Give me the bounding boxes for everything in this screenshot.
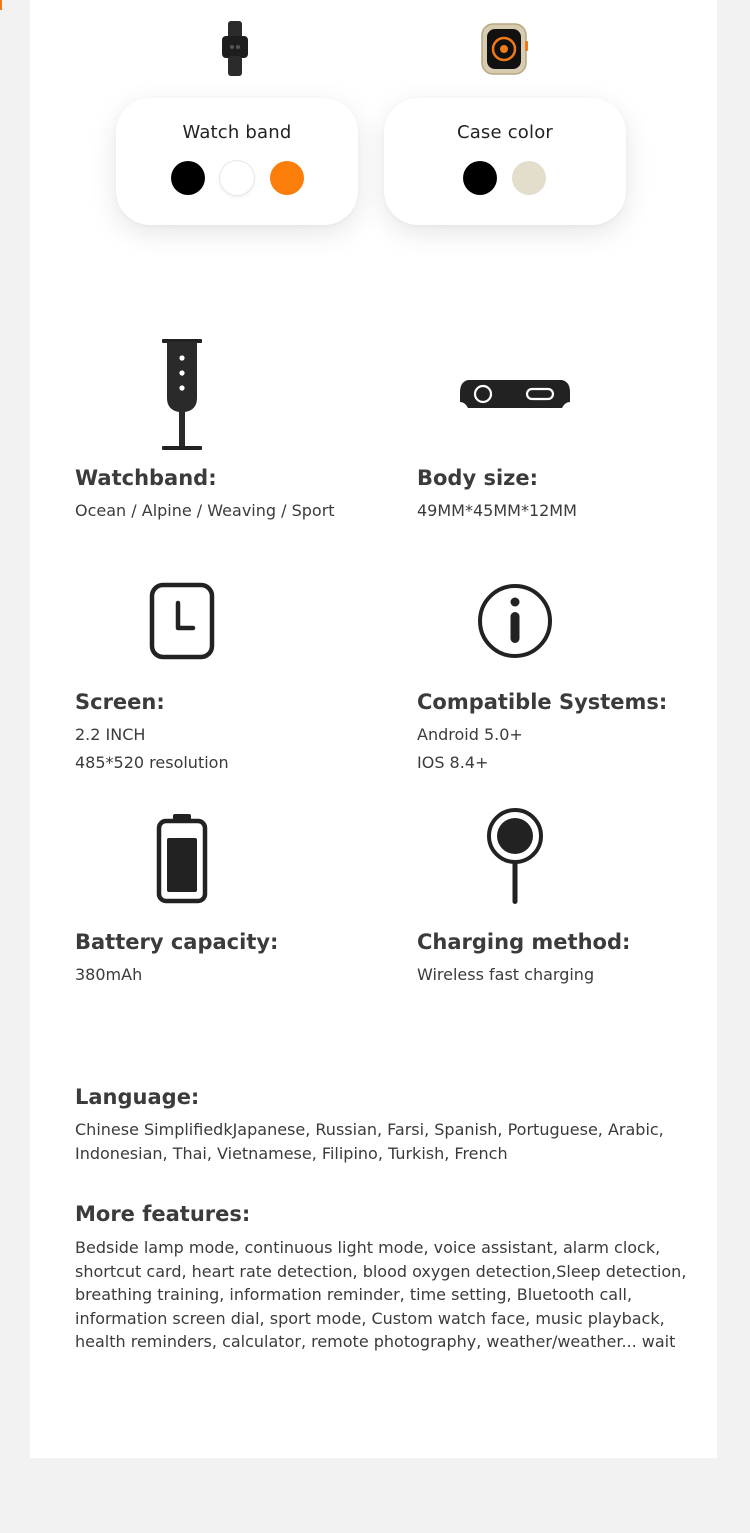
spec-panel — [30, 0, 717, 1458]
features-line: health reminders, calculator, remote photography, weather/weather... wait — [75, 1332, 676, 1352]
band-swatch-orange[interactable] — [270, 161, 304, 195]
features-line: shortcut card, heart rate detection, blood oxygen detection,Sleep detection, — [75, 1261, 687, 1281]
case-color-title: Case color — [456, 122, 554, 143]
band-swatch-black[interactable] — [171, 161, 205, 195]
screen-label: Screen: — [75, 690, 165, 714]
watch-body-side-icon — [458, 378, 572, 412]
charging-value: Wireless fast charging — [417, 965, 595, 984]
case-swatch-beige[interactable] — [512, 161, 546, 195]
features-label: More features: — [75, 1202, 251, 1226]
battery-icon — [156, 812, 208, 904]
case-swatch-black[interactable] — [463, 161, 497, 195]
info-icon — [476, 582, 554, 660]
features-line: Bedside lamp mode, continuous light mode, voice assistant, alarm clock, — [75, 1238, 661, 1257]
watchband-value: Ocean / Alpine / Weaving / Sport — [75, 501, 335, 520]
watch-band-title: Watch band — [182, 122, 292, 143]
language-line: Indonesian, Thai, Vietnamese, Filipino, Turkish, French — [75, 1143, 508, 1163]
compatible-systems-label: Compatible Systems: — [417, 690, 668, 714]
wireless-charger-icon — [485, 806, 545, 908]
watchband-label: Watchband: — [75, 466, 217, 490]
language-label: Language: — [75, 1085, 200, 1109]
screen-clock-icon — [149, 582, 215, 660]
watch-band-thumb-icon — [220, 20, 250, 78]
language-line: Chinese SimplifiedkJapanese, Russian, Farsi, Spanish, Portuguese, Arabic, — [75, 1120, 664, 1139]
band-swatch-white[interactable] — [220, 161, 254, 195]
features-line: information screen dial, sport mode, Custom watch face, music playback, — [75, 1308, 665, 1328]
body-size-value: 49MM*45MM*12MM — [417, 501, 577, 520]
watch-strap-icon — [158, 336, 206, 454]
body-size-label: Body size: — [417, 466, 539, 490]
battery-label: Battery capacity: — [75, 930, 279, 954]
screen-resolution-value: 485*520 resolution — [75, 753, 229, 772]
battery-value: 380mAh — [75, 965, 143, 984]
screen-size-value: 2.2 INCH — [75, 725, 146, 744]
compatible-android-value: Android 5.0+ — [417, 725, 523, 744]
features-text — [75, 1236, 695, 1354]
language-text — [75, 1118, 695, 1165]
features-line: breathing training, information reminder, time setting, Bluetooth call, — [75, 1285, 633, 1305]
compatible-ios-value: IOS 8.4+ — [417, 753, 489, 772]
watch-band-color-card — [116, 98, 358, 225]
charging-label: Charging method: — [417, 930, 631, 954]
accent-mark — [0, 0, 2, 10]
case-color-card — [384, 98, 626, 225]
watch-case-thumb-icon — [479, 21, 529, 77]
